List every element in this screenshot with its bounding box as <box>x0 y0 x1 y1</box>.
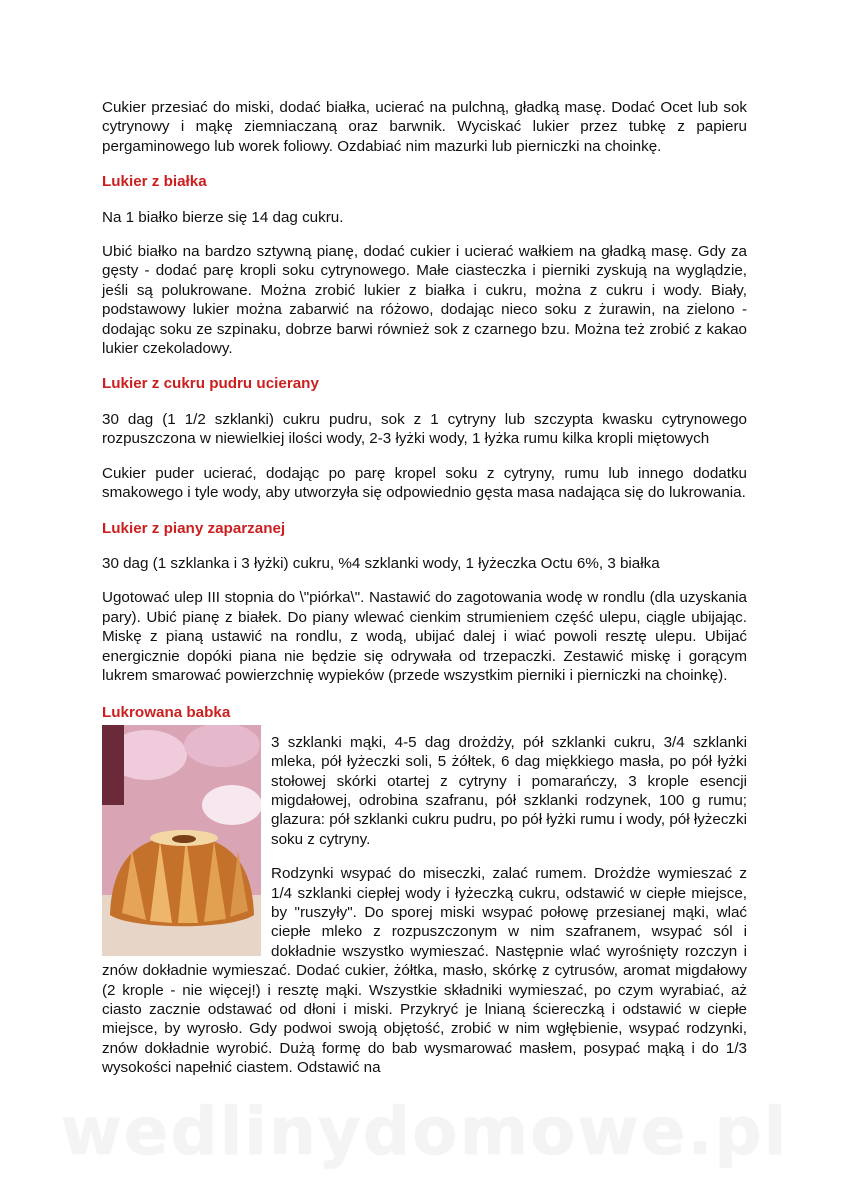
section-title-lukrowana-babka: Lukrowana babka <box>102 704 231 722</box>
section-ingredients: 3 szklanki mąki, 4-5 dag drożdży, pół szklanki cukru, 3/4 szklanki mleka, pół łyżeczki soli, 5 żółtek, 6 dag miękkiego masła, po pół łyżki stołowej skórki otartej z cytryny i pomarańczy, 3 krople esencji migdałowej, odrobina szafranu, pół szklanki rodzynek, 100 g rumu; glazura: pół szklanki cukru pudru, po pół łyżki rumu i wody, pół łyżeczki soku z cytryny. <box>271 733 747 848</box>
section-method: Cukier puder ucierać, dodając po parę kropel soku z cytryny, rumu lub innego dodatku smakowego i tyle wody, aby utworzyła się odpowiednio gęsta masa nadająca się do lukrowania. <box>102 464 747 502</box>
babka-cake-photo <box>102 725 261 956</box>
section-title-lukier-z-bialka: Lukier z białka <box>102 173 207 191</box>
section-ingredients: Na 1 białko bierze się 14 dag cukru. <box>102 208 344 226</box>
intro-paragraph: Cukier przesiać do miski, dodać białka, ucierać na pulchną, gładką masę. Dodać Ocet lub sok cytrynowy i mąkę ziemniaczaną oraz barwnik. Wyciskać lukier przez tubkę z papieru pergaminowego lub worek foliowy. Ozdabiać nim mazurki lub pierniczki na choinkę. <box>102 99 747 155</box>
section-method: Ugotować ulep III stopnia do \"piórka\". Nastawić do zagotowania wodę w rondlu (dla uzyskania pary). Ubić pianę z białek. Do piany wlewać cienkim strumieniem część ulepu, ciągle ubijając. Miskę z pianą ustawić na rondlu, z wodą, ubijać dalej i wiać powoli resztę ulepu. Ubijać energicznie dopóki piana nie będzie się odrywała od trzepaczki. Zestawić miskę i gorącym lukrem smarować powierzchnię wypieków (przede wszystkim pierniki i pierniczki na choinkę). <box>102 589 747 684</box>
section-ingredients: 30 dag (1 1/2 szklanki) cukru pudru, sok z 1 cytryny lub szczypta kwasku cytrynowego rozpuszczona w niewielkiej ilości wody, 2-3 łyżki wody, 1 łyżka rumu kilka kropli miętowych <box>102 410 747 448</box>
babka-cake-illustration <box>102 725 261 956</box>
section-method: Rodzynki wsypać do miseczki, zalać rumem. Drożdże wymieszać z 1/4 szklanki ciepłej wody i łyżeczką cukru, odstawić w ciepłe miejsce, by "ruszyły". Do sporej miski wsypać połowę przesianej mąki, wlać ciepłe mleko z rozpuszczonym w nim szafranem, wsypać sól i dokładnie wszystko wymieszać. Następnie wlać wyrośnięty rozczyn i znów dokładnie wymieszać. Dodać cukier, żółtka, masło, skórkę z cytrusów, aromat migdałowy (2 krople - nie więcej!) i resztę mąki. Wszystkie składniki wymieszać, po czym wyrabiać, aż ciasto zacznie odstawać od dłoni i miski. Przykryć je lnianą ściereczką i odstawić w ciepłe miejsce, by wyrosło. Gdy podwoi swoją objętość, zrobić w nim wgłębienie, wsypać rodzynki, znów dokładnie wyrobić. Dużą formę do bab wysmarować masłem, posypać mąką i do 1/3 wysokości napełnić ciastem. Odstawić na <box>102 865 747 1077</box>
site-watermark: wedlinydomowe.pl <box>60 1093 789 1170</box>
document-page <box>102 98 747 1078</box>
section-method: Ubić białko na bardzo sztywną pianę, dodać cukier i ucierać wałkiem na gładką masę. Gdy za gęsty - dodać parę kropli soku cytrynowego. Małe ciasteczka i pierniki zyskują na wyglądzie, jeśli są polukrowane. Można zrobić lukier z białka i cukru, można z cukru i wody. Biały, podstawowy lukier można zabarwić na różowo, dodając nieco soku z żurawin, na zielono - dodając soku ze szpinaku, dobrze barwi również sok z czarnego bzu. Można też zrobić z kakao lukier czekoladowy. <box>102 243 747 358</box>
section-title-lukier-z-piany: Lukier z piany zaparzanej <box>102 519 286 537</box>
section-title-lukier-z-cukru-pudru: Lukier z cukru pudru ucierany <box>102 375 319 393</box>
section-ingredients: 30 dag (1 szklanka i 3 łyżki) cukru, %4 szklanki wody, 1 łyżeczka Octu 6%, 3 białka <box>102 554 660 572</box>
